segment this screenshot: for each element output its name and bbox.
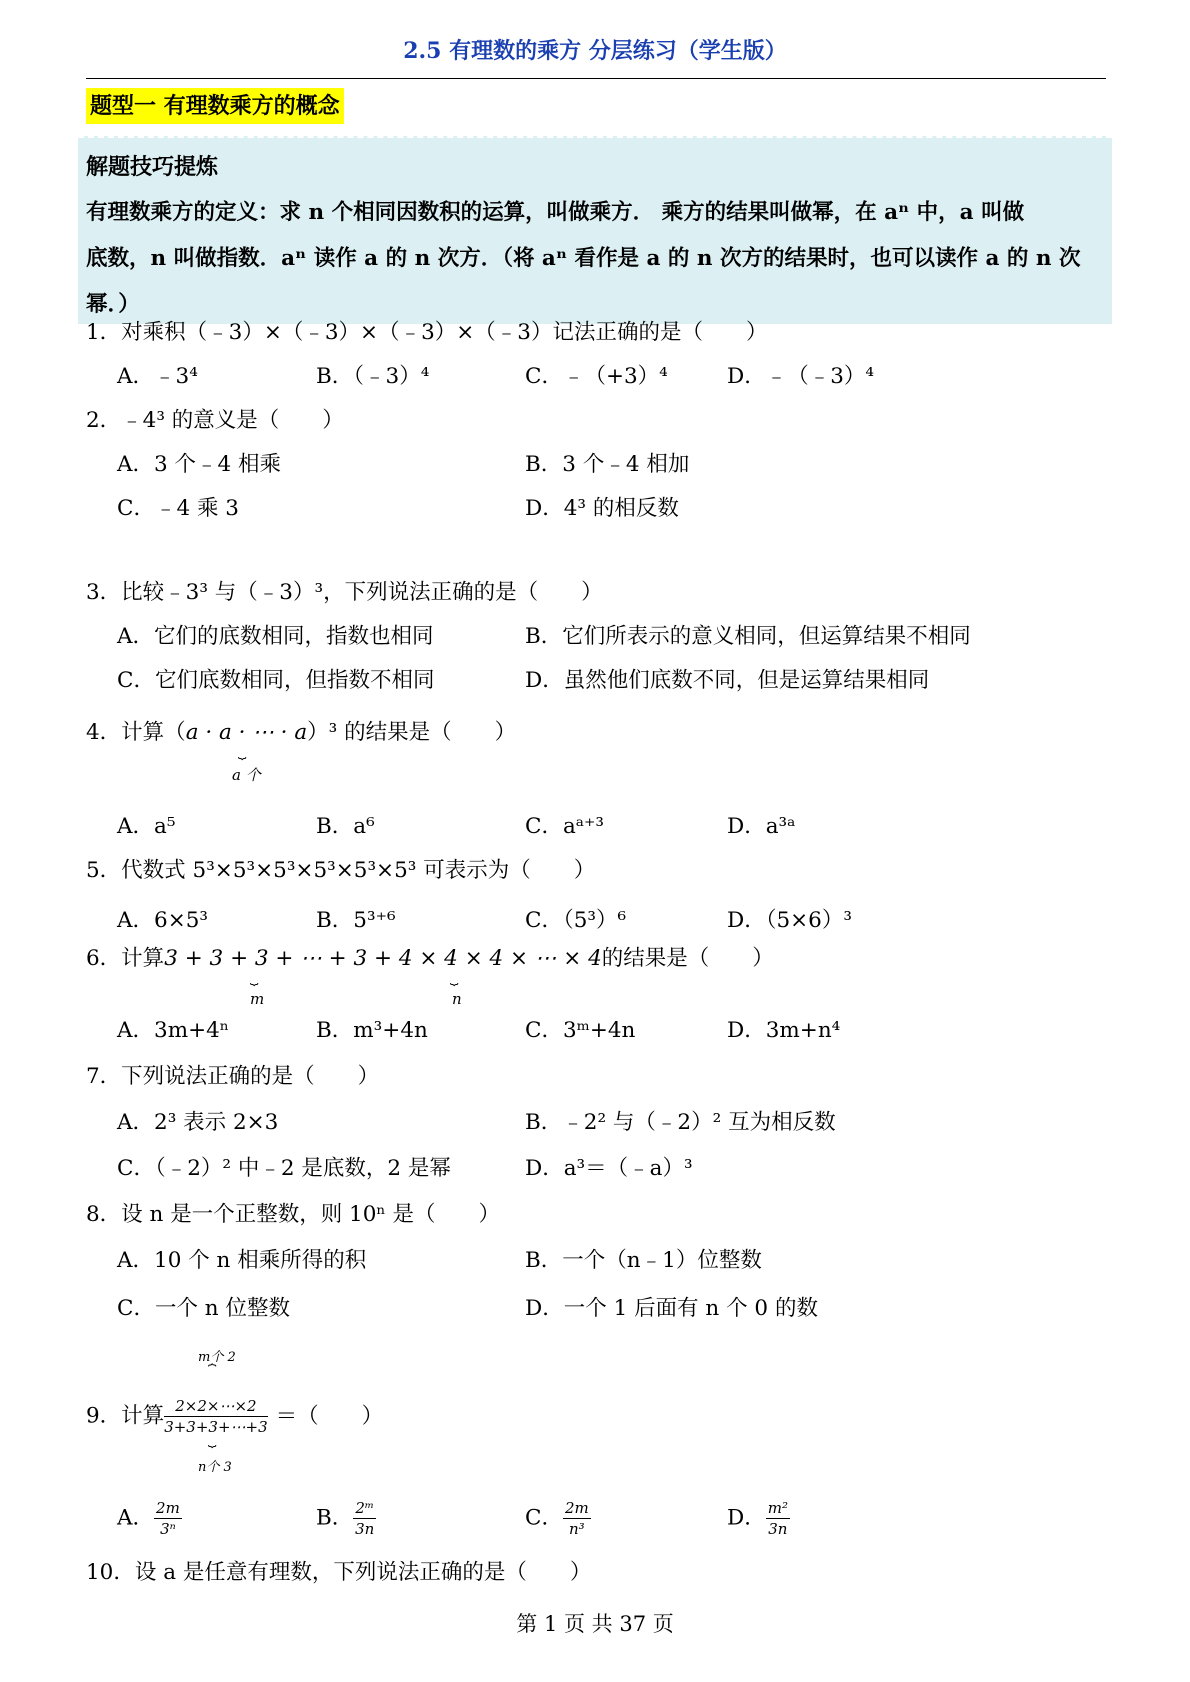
question-10-stem: 10．设 a 是任意有理数，下列说法正确的是（ ） xyxy=(86,1560,592,1585)
question-9-option-c-den: n³ xyxy=(569,1520,585,1538)
tips-box xyxy=(78,136,1112,324)
question-6-option-c[interactable]: C．3ᵐ+4n xyxy=(525,1018,636,1043)
question-9-option-c[interactable] xyxy=(525,1498,591,1539)
question-3-option-b[interactable]: B．它们所表示的意义相同，但运算结果不相同 xyxy=(525,624,971,649)
question-1-option-b[interactable]: B．（﹣3）⁴ xyxy=(316,364,430,389)
question-3-option-a[interactable]: A．它们的底数相同，指数也相同 xyxy=(117,624,434,649)
question-6-underbrace-n-label: n xyxy=(452,990,462,1008)
question-9-option-b-num: 2ᵐ xyxy=(355,1499,375,1517)
tips-title: 解题技巧提炼 xyxy=(86,154,219,180)
question-6-stem xyxy=(86,944,774,974)
question-4-option-d[interactable]: D．a³ᵃ xyxy=(727,814,796,839)
question-6-stem-post: 的结果是（ ） xyxy=(601,946,774,971)
question-6-option-b[interactable]: B．m³+4n xyxy=(316,1018,428,1043)
question-6-stem-pre: 6．计算 xyxy=(86,946,165,971)
question-9-option-b-den: 3n xyxy=(355,1520,375,1538)
question-2-option-b[interactable]: B．3 个﹣4 相加 xyxy=(525,452,690,477)
question-8-option-d[interactable]: D．一个 1 后面有 n 个 0 的数 xyxy=(525,1296,818,1321)
question-9-option-a-label: A． xyxy=(117,1505,155,1531)
question-5-option-a[interactable]: A．6×5³ xyxy=(117,908,209,933)
question-7-option-b[interactable]: B．﹣2² 与（﹣2）² 互为相反数 xyxy=(525,1110,836,1135)
question-9-fraction xyxy=(164,1396,267,1437)
question-4-stem-post: ）³ 的结果是（ ） xyxy=(307,720,517,745)
question-9-option-d[interactable] xyxy=(727,1498,790,1539)
question-6-underbrace-m-label: m xyxy=(250,990,265,1008)
question-4-underbrace-label: a 个 xyxy=(232,766,261,784)
question-9-option-b[interactable] xyxy=(316,1498,376,1539)
question-6-underbrace-n: ⏟ xyxy=(450,970,459,986)
question-9-stem xyxy=(86,1396,383,1437)
question-9-underbrace-label: n个 3 xyxy=(198,1460,232,1475)
question-6-option-a[interactable]: A．3m+4ⁿ xyxy=(117,1018,230,1043)
tips-line-1: 有理数乘方的定义：求 n 个相同因数积的运算，叫做乘方． 乘方的结果叫做幂，在 aⁿ 中，a 叫做 xyxy=(86,200,1025,225)
question-8-option-b[interactable]: B．一个（n﹣1）位整数 xyxy=(525,1248,762,1273)
question-9-option-a-num: 2m xyxy=(156,1499,180,1517)
question-9-stem-pre: 9．计算 xyxy=(86,1403,165,1429)
tips-line-2: 底数，n 叫做指数．aⁿ 读作 a 的 n 次方．（将 aⁿ 看作是 a 的 n 次方的结果时，也可以读作 a 的 n 次 xyxy=(86,246,1081,271)
question-9-option-a-den: 3ⁿ xyxy=(160,1520,176,1538)
question-5-option-c[interactable]: C．（5³）⁶ xyxy=(525,908,627,933)
question-4-option-b[interactable]: B．a⁶ xyxy=(316,814,375,839)
question-1-option-d[interactable]: D．﹣（﹣3）⁴ xyxy=(727,364,875,389)
question-5-option-b[interactable]: B．5³⁺⁶ xyxy=(316,908,396,933)
question-9-numerator: 2×2×⋯×2 xyxy=(164,1396,267,1417)
question-9-option-d-den: 3n xyxy=(768,1520,788,1538)
question-2-option-a[interactable]: A．3 个﹣4 相乘 xyxy=(117,452,282,477)
question-7-option-c[interactable]: C．（﹣2）² 中﹣2 是底数，2 是幂 xyxy=(117,1156,451,1181)
question-6-option-d[interactable]: D．3m+n⁴ xyxy=(727,1018,841,1043)
section-heading: 题型一 有理数乘方的概念 xyxy=(86,88,344,124)
question-4-stem xyxy=(86,718,516,748)
question-7-option-d[interactable]: D．a³＝（﹣a）³ xyxy=(525,1156,693,1181)
question-3-option-d[interactable]: D．虽然他们底数不同，但是运算结果相同 xyxy=(525,668,930,693)
question-9-denominator: 3+3+3+⋯+3 xyxy=(164,1418,268,1436)
question-7-stem: 7．下列说法正确的是（ ） xyxy=(86,1064,380,1089)
question-2-option-c[interactable]: C．﹣4 乘 3 xyxy=(117,496,239,521)
header-divider xyxy=(86,78,1106,79)
question-1-option-c[interactable]: C．﹣（+3）⁴ xyxy=(525,364,668,389)
question-8-option-c[interactable]: C．一个 n 位整数 xyxy=(117,1296,290,1321)
question-6-underbrace-m: ⏟ xyxy=(250,970,259,986)
question-1-option-a[interactable]: A．﹣3⁴ xyxy=(117,364,198,389)
question-9-stem-post: ＝（ ） xyxy=(275,1403,384,1429)
question-7-option-a[interactable]: A．2³ 表示 2×3 xyxy=(117,1110,279,1135)
question-9-option-c-label: C． xyxy=(525,1505,563,1531)
page-title: 2.5 有理数的乘方 分层练习（学生版） xyxy=(403,38,787,64)
question-4-option-c[interactable]: C．aᵃ⁺³ xyxy=(525,814,605,839)
page-footer: 第 1 页 共 37 页 xyxy=(516,1612,674,1636)
question-8-option-a[interactable]: A．10 个 n 相乘所得的积 xyxy=(117,1248,367,1273)
question-1-stem: 1．对乘积（﹣3）×（﹣3）×（﹣3）×（﹣3）记法正确的是（ ） xyxy=(86,320,768,345)
question-2-stem: 2．﹣4³ 的意义是（ ） xyxy=(86,408,344,433)
question-3-stem: 3．比较﹣3³ 与（﹣3）³，下列说法正确的是（ ） xyxy=(86,580,603,605)
question-9-option-d-label: D． xyxy=(727,1505,766,1531)
question-4-expression: a · a · ⋯ · a xyxy=(185,720,308,745)
question-4-stem-pre: 4．计算（ xyxy=(86,720,186,745)
question-9-option-a[interactable] xyxy=(117,1498,182,1539)
question-5-stem: 5．代数式 5³×5³×5³×5³×5³×5³ 可表示为（ ） xyxy=(86,858,596,883)
question-4-option-a[interactable]: A．a⁵ xyxy=(117,814,176,839)
question-9-option-c-num: 2m xyxy=(564,1499,589,1517)
tips-line-3: 幂．） xyxy=(86,292,140,317)
question-9-overbrace-label: m个 2 xyxy=(198,1350,236,1365)
question-4-underbrace: ⏟ xyxy=(238,744,247,760)
question-9-option-b-label: B． xyxy=(316,1505,354,1531)
question-3-option-c[interactable]: C．它们底数相同，但指数不相同 xyxy=(117,668,435,693)
question-2-option-d[interactable]: D．4³ 的相反数 xyxy=(525,496,679,521)
question-9-option-d-num: m² xyxy=(767,1499,788,1517)
question-8-stem: 8．设 n 是一个正整数，则 10ⁿ 是（ ） xyxy=(86,1202,501,1227)
question-6-expression: 3 + 3 + 3 + ⋯ + 3 + 4 × 4 × 4 × ⋯ × 4 xyxy=(164,946,602,971)
question-5-option-d[interactable]: D．（5×6）³ xyxy=(727,908,852,933)
question-9-overbrace: ⏞ xyxy=(208,1364,217,1380)
question-9-underbrace: ⏟ xyxy=(208,1432,217,1448)
